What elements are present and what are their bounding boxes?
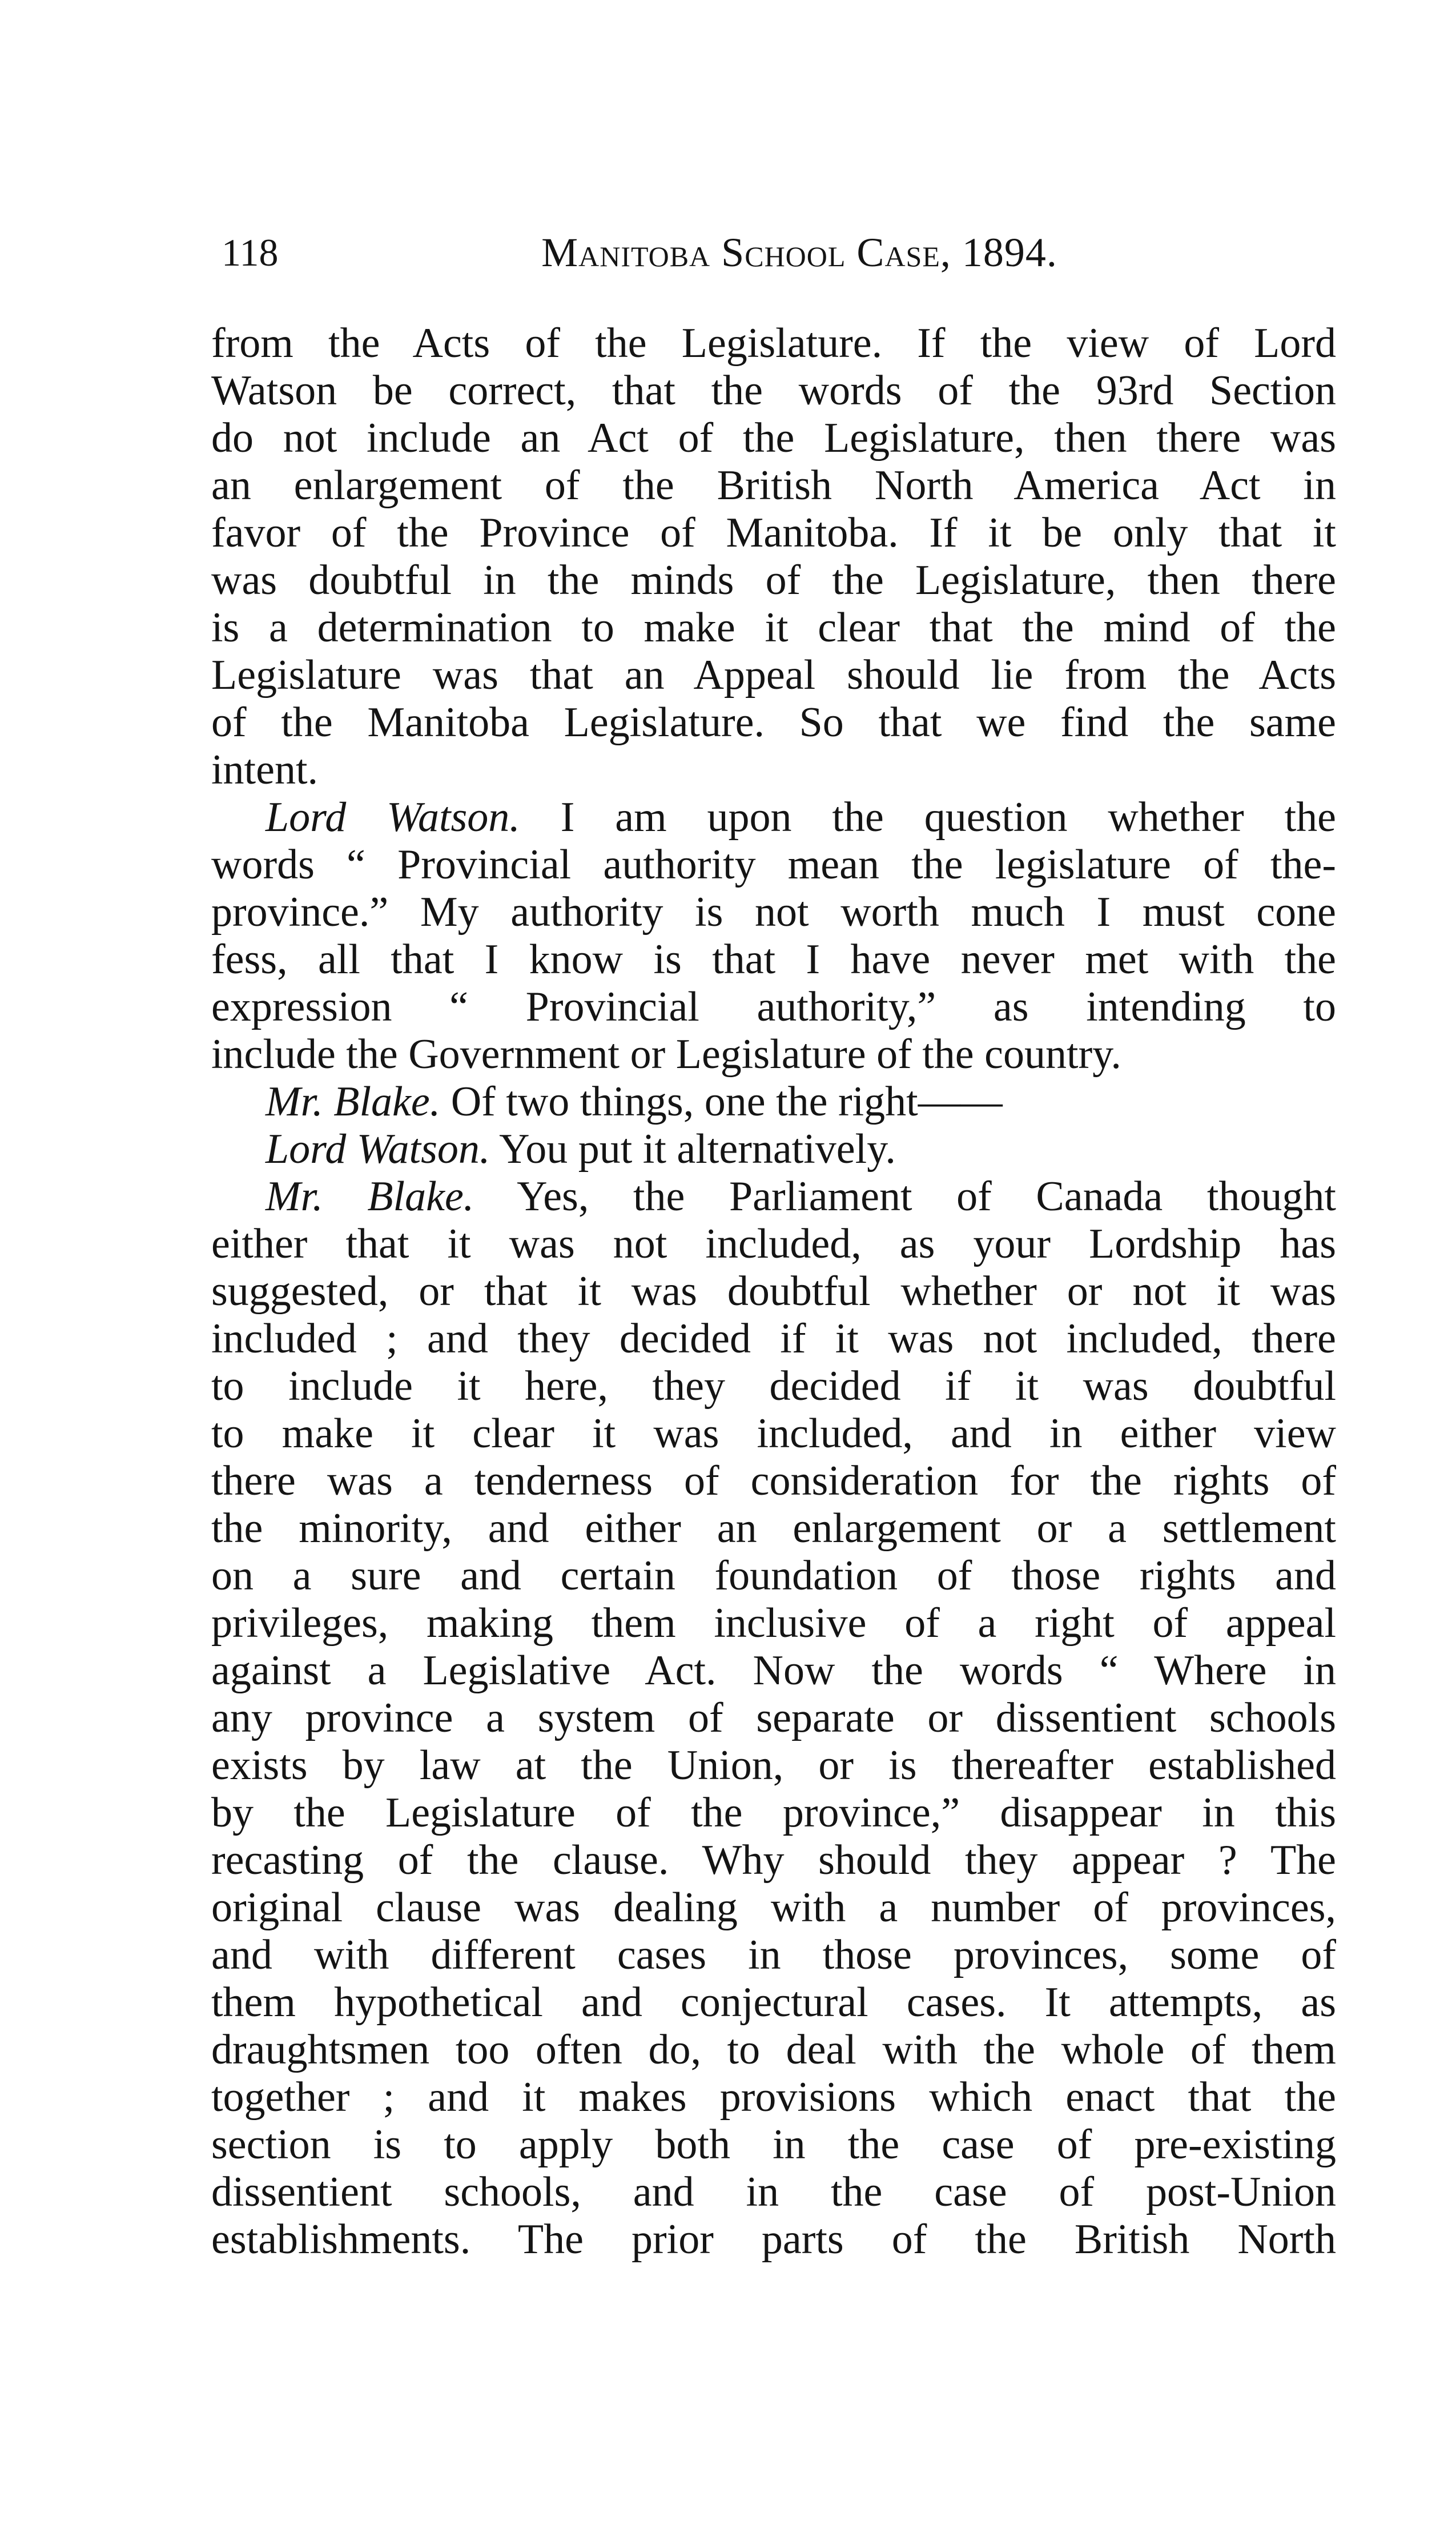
text-line bbox=[211, 652, 1336, 699]
line-text: there was a tenderness of consideration for the rights of bbox=[211, 1458, 1336, 1504]
text-line bbox=[211, 1647, 1336, 1695]
body-text bbox=[211, 320, 1336, 2263]
line-text: is a determination to make it clear that the mind of the bbox=[211, 604, 1336, 651]
line-text: favor of the Province of Manitoba. If it be only that it bbox=[211, 509, 1336, 556]
text-line bbox=[211, 1363, 1336, 1410]
line-text: privileges, making them inclusive of a right of appeal bbox=[211, 1600, 1336, 1647]
speaker-name: Mr. Blake. bbox=[266, 1173, 474, 1220]
line-text: of the Manitoba Legislature. So that we find the same bbox=[211, 699, 1336, 746]
line-text: on a sure and certain foundation of those rights and bbox=[211, 1552, 1336, 1599]
text-line bbox=[211, 1221, 1336, 1268]
text-line bbox=[211, 320, 1336, 367]
text-line bbox=[211, 2074, 1336, 2121]
text-line bbox=[211, 1600, 1336, 1647]
text-line bbox=[211, 1268, 1336, 1315]
text-line bbox=[211, 415, 1336, 462]
text-line bbox=[211, 794, 1336, 841]
line-text: original clause was dealing with a number of provinces, bbox=[211, 1884, 1336, 1931]
line-text: section is to apply both in the case of pre-existing bbox=[211, 2121, 1336, 2168]
line-text: exists by law at the Union, or is thereafter established bbox=[211, 1742, 1336, 1789]
line-text: establishments. The prior parts of the British North bbox=[211, 2216, 1336, 2263]
line-text: suggested, or that it was doubtful whether or not it was bbox=[211, 1268, 1336, 1315]
line-text: Yes, the Parliament of Canada thought bbox=[474, 1173, 1336, 1220]
text-line bbox=[211, 889, 1336, 936]
text-line bbox=[211, 1789, 1336, 1837]
text-line bbox=[211, 2121, 1336, 2169]
line-text: to include it here, they decided if it was doubtful bbox=[211, 1363, 1336, 1410]
line-text: against a Legislative Act. Now the words “ Where in bbox=[211, 1647, 1336, 1694]
line-text: words “ Provincial authority mean the legislature of the- bbox=[211, 841, 1336, 888]
line-text: recasting of the clause. Why should they appear ? The bbox=[211, 1837, 1336, 1884]
text-line bbox=[211, 841, 1336, 889]
text-line bbox=[211, 2026, 1336, 2074]
line-text: intent. bbox=[211, 746, 319, 793]
page-number: 118 bbox=[222, 231, 279, 274]
speaker-name: Lord Watson. bbox=[266, 1126, 490, 1173]
line-text: Legislature was that an Appeal should lie from the Acts bbox=[211, 652, 1336, 699]
text-line bbox=[211, 509, 1336, 557]
line-text: them hypothetical and conjectural cases. It attempts, as bbox=[211, 1979, 1336, 2026]
line-text: do not include an Act of the Legislature, then there was bbox=[211, 415, 1336, 461]
line-text: I am upon the question whether the bbox=[520, 794, 1336, 841]
text-line bbox=[211, 2169, 1336, 2216]
line-text: together ; and it makes provisions which enact that the bbox=[211, 2074, 1336, 2121]
text-line bbox=[211, 557, 1336, 604]
text-line bbox=[211, 367, 1336, 415]
text-line bbox=[211, 746, 1336, 794]
line-text: and with different cases in those provinces, some of bbox=[211, 1932, 1336, 1978]
text-line bbox=[211, 1315, 1336, 1363]
line-text: an enlargement of the British North America Act in bbox=[211, 462, 1336, 509]
text-line bbox=[211, 1695, 1336, 1742]
text-line bbox=[211, 1742, 1336, 1789]
text-line bbox=[211, 1932, 1336, 1979]
text-line bbox=[211, 2216, 1336, 2263]
text-line bbox=[211, 1173, 1336, 1221]
text-line bbox=[211, 1552, 1336, 1600]
running-head: Manitoba School Case, 1894. bbox=[541, 230, 1057, 275]
text-line bbox=[211, 983, 1336, 1031]
text-line bbox=[211, 1458, 1336, 1505]
line-text: expression “ Provincial authority,” as intending to bbox=[211, 983, 1336, 1030]
line-text: to make it clear it was included, and in either view bbox=[211, 1410, 1336, 1457]
speaker-name: Lord Watson. bbox=[266, 794, 520, 841]
line-text: Of two things, one the right—— bbox=[440, 1078, 1003, 1125]
line-text: fess, all that I know is that I have never met with the bbox=[211, 936, 1336, 983]
line-text: from the Acts of the Legislature. If the view of Lord bbox=[211, 320, 1336, 367]
text-line bbox=[211, 1078, 1336, 1126]
text-line bbox=[211, 1126, 1336, 1173]
line-text: any province a system of separate or dissentient schools bbox=[211, 1695, 1336, 1741]
line-text: the minority, and either an enlargement or a settlement bbox=[211, 1505, 1336, 1552]
line-text: province.” My authority is not worth much I must cone bbox=[211, 889, 1336, 936]
page-header bbox=[211, 224, 1336, 281]
text-line bbox=[211, 1505, 1336, 1552]
line-text: include the Government or Legislature of the country. bbox=[211, 1031, 1121, 1078]
text-line bbox=[211, 1884, 1336, 1932]
speaker-name: Mr. Blake. bbox=[266, 1078, 441, 1125]
text-line bbox=[211, 604, 1336, 652]
line-text: You put it alternatively. bbox=[490, 1126, 896, 1173]
line-text: included ; and they decided if it was not included, there bbox=[211, 1315, 1336, 1362]
text-line bbox=[211, 1031, 1336, 1078]
text-line bbox=[211, 699, 1336, 746]
line-text: draughtsmen too often do, to deal with the whole of them bbox=[211, 2026, 1336, 2073]
line-text: either that it was not included, as your Lordship has bbox=[211, 1221, 1336, 1267]
text-line bbox=[211, 1837, 1336, 1884]
text-line bbox=[211, 936, 1336, 983]
line-text: by the Legislature of the province,” disappear in this bbox=[211, 1789, 1336, 1836]
text-line bbox=[211, 1979, 1336, 2026]
line-text: was doubtful in the minds of the Legislature, then there bbox=[211, 557, 1336, 604]
text-line bbox=[211, 462, 1336, 509]
line-text: dissentient schools, and in the case of post-Union bbox=[211, 2169, 1336, 2215]
text-line bbox=[211, 1410, 1336, 1458]
line-text: Watson be correct, that the words of the 93rd Section bbox=[211, 367, 1336, 414]
